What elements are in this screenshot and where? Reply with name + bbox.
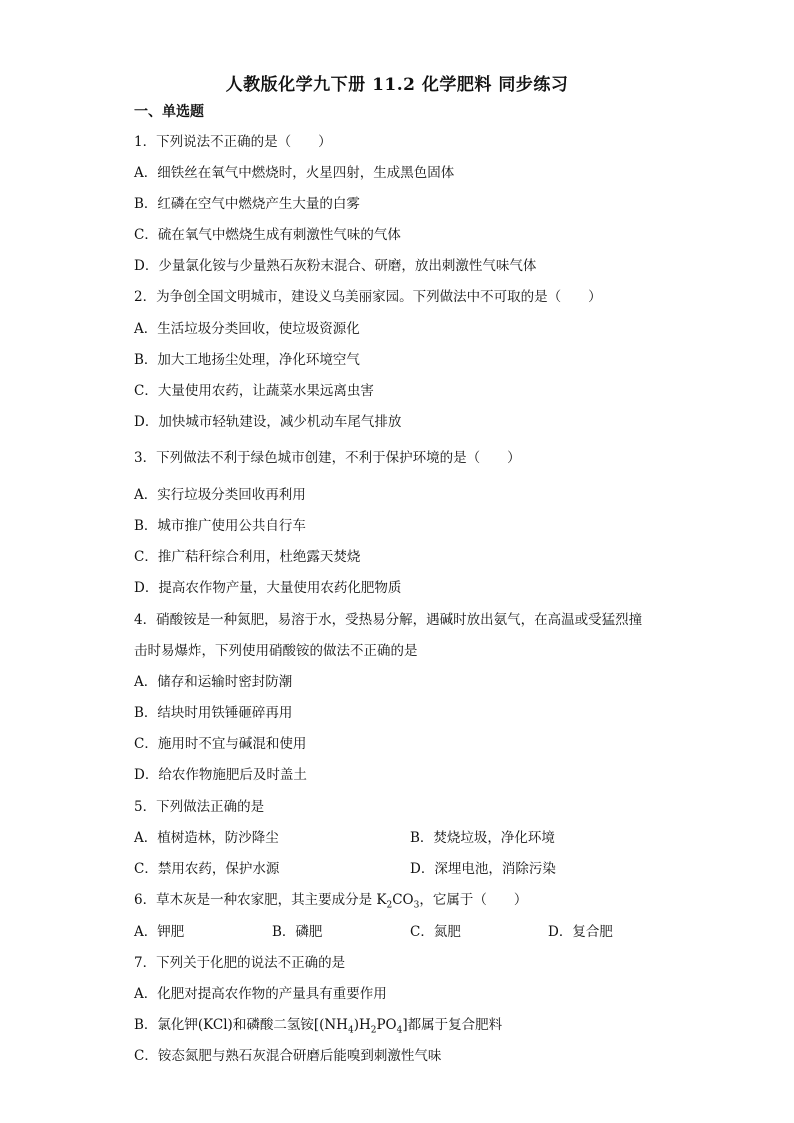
question-7-option-b: B．氯化钾(KCl)和磷酸二氢铵$[(NH_4)H_2PO_4]$都属于复合肥料 — [134, 1017, 503, 1036]
page-title: 人教版化学九下册 11.2 化学肥料 同步练习 — [225, 75, 569, 95]
question-5-option-a: A．植树造林，防沙降尘 — [134, 830, 279, 846]
question-4-option-b: B．结块时用铁锤砸碎再用 — [134, 705, 293, 721]
question-3-option-a: A．实行垃圾分类回收再利用 — [134, 487, 306, 503]
section-heading: 一、单选题 — [134, 104, 204, 120]
question-2-option-b: B．加大工地扬尘处理，净化环境空气 — [134, 352, 360, 368]
question-2-option-d: D．加快城市轻轨建设，减少机动车尾气排放 — [134, 414, 402, 430]
question-7-option-a: A．化肥对提高农作物的产量具有重要作用 — [134, 986, 387, 1002]
question-5-option-b: B．焚烧垃圾，净化环境 — [410, 830, 555, 846]
question-2-option-c: C．大量使用农药，让蔬菜水果远离虫害 — [134, 383, 374, 399]
question-2-option-a: A．生活垃圾分类回收，使垃圾资源化 — [134, 321, 360, 337]
question-3-option-b: B．城市推广使用公共自行车 — [134, 518, 306, 534]
question-3-option-c: C．推广秸秆综合利用，杜绝露天焚烧 — [134, 549, 361, 565]
question-4-stem-line1: 4．硝酸铵是一种氮肥，易溶于水，受热易分解，遇碱时放出氨气，在高温或受猛烈撞 — [134, 612, 643, 628]
question-5-stem: 5．下列做法正确的是 — [134, 799, 265, 815]
question-2-stem: 2．为争创全国文明城市，建设义乌美丽家园。下列做法中不可取的是（ ） — [134, 289, 602, 305]
question-4-stem-line2: 击时易爆炸，下列使用硝酸铵的做法不正确的是 — [134, 643, 418, 659]
question-4-option-c: C．施用时不宜与碱混和使用 — [134, 736, 307, 752]
question-7-stem: 7．下列关于化肥的说法不正确的是 — [134, 955, 346, 971]
question-4-option-d: D．给农作物施肥后及时盖土 — [134, 767, 307, 783]
question-1-option-b: B．红磷在空气中燃烧产生大量的白雾 — [134, 196, 360, 212]
question-7-option-c: C．铵态氮肥与熟石灰混合研磨后能嗅到刺激性气味 — [134, 1048, 442, 1064]
question-4-option-a: A．储存和运输时密封防潮 — [134, 674, 293, 690]
question-6-option-a: A．钾肥 — [134, 924, 185, 940]
question-1-stem: 1．下列说法不正确的是（ ） — [134, 134, 332, 150]
question-3-stem: 3．下列做法不利于绿色城市创建，不利于保护环境的是（ ） — [134, 450, 521, 466]
question-6-stem: 6．草木灰是一种农家肥，其主要成分是 $K_2CO_3$，它属于（ ） — [134, 892, 528, 911]
question-6-option-c: C．氮肥 — [410, 924, 461, 940]
question-3-option-d: D．提高农作物产量，大量使用农药化肥物质 — [134, 580, 402, 596]
question-1-option-a: A．细铁丝在氧气中燃烧时，火星四射，生成黑色固体 — [134, 165, 455, 181]
question-1-option-d: D．少量氯化铵与少量熟石灰粉末混合、研磨，放出刺激性气味气体 — [134, 258, 537, 274]
question-6-option-b: B．磷肥 — [272, 924, 323, 940]
question-6-option-d: D．复合肥 — [548, 924, 613, 940]
question-1-option-c: C．硫在氧气中燃烧生成有刺激性气味的气体 — [134, 227, 401, 243]
question-5-option-c: C．禁用农药，保护水源 — [134, 861, 280, 877]
question-5-option-d: D．深埋电池，消除污染 — [410, 861, 556, 877]
